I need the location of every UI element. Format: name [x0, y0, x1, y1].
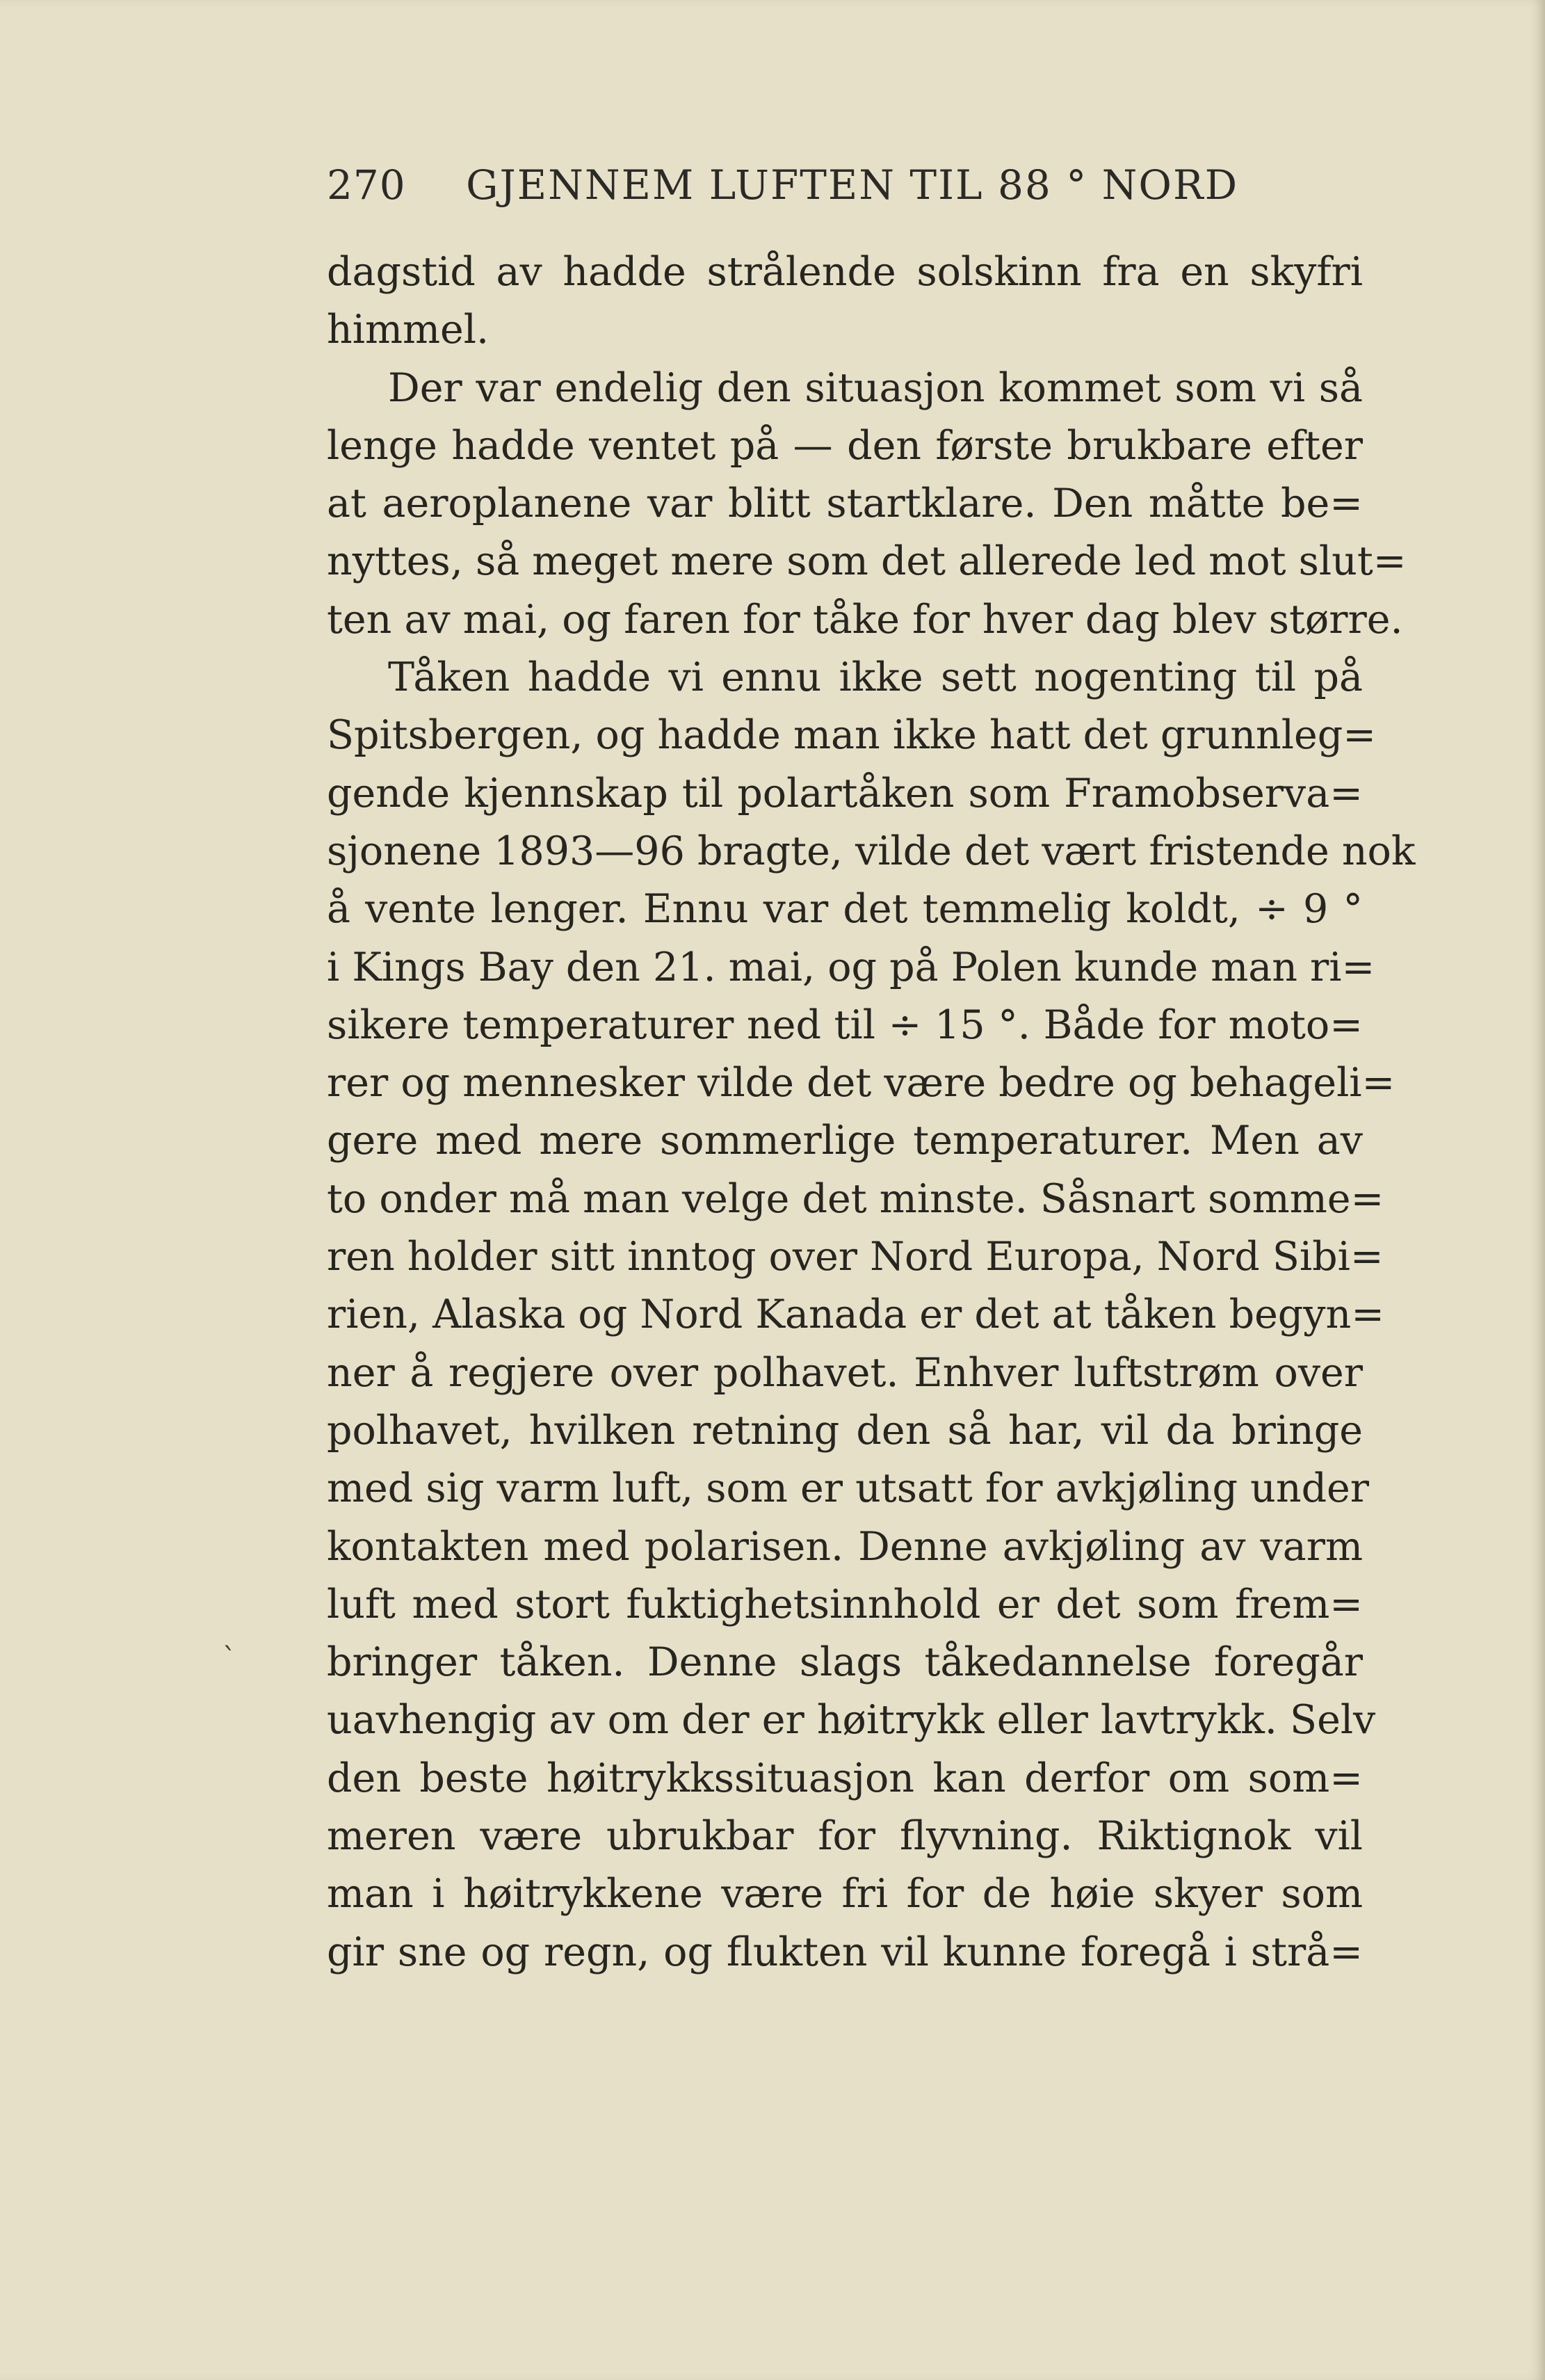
text-line: sikere temperaturer ned til ÷ 15 °. Både for moto=	[327, 1002, 1363, 1048]
text-line: polhavet, hvilken retning den så har, vil da bringe	[327, 1407, 1363, 1454]
text-line: lenge hadde ventet på — den første brukbare efter	[327, 422, 1363, 469]
text-line: Der var endelig den situasjon kommet som vi så	[388, 364, 1363, 411]
text-line: med sig varm luft, som er utsatt for avkjøling under	[327, 1465, 1370, 1512]
text-line: rer og mennesker vilde det være bedre og behageli=	[327, 1060, 1396, 1107]
text-line: man i høitrykkene være fri for de høie skyer som	[327, 1871, 1363, 1917]
text-line: ren holder sitt inntog over Nord Europa, Nord Sibi=	[327, 1234, 1384, 1280]
text-line: luft med stort fuktighetsinnhold er det som frem=	[327, 1581, 1363, 1627]
text-line: å vente lenger. Ennu var det temmelig koldt, ÷ 9 °	[327, 886, 1363, 933]
text-line: ten av mai, og faren for tåke for hver dag blev større.	[327, 596, 1403, 643]
text-line: gere med mere sommerlige temperaturer. Men av	[327, 1118, 1363, 1164]
text-line: nyttes, så meget mere som det allerede led mot slut=	[327, 538, 1407, 585]
text-line: bringer tåken. Denne slags tåkedannelse foregår	[327, 1639, 1363, 1686]
text-line: gende kjennskap til polartåken som Framobserva=	[327, 770, 1363, 817]
margin-mark: ˋ	[223, 1643, 236, 1675]
text-line: dagstid av hadde strålende solskinn fra en skyfri	[327, 249, 1363, 295]
running-title: GJENNEM LUFTEN TIL 88 ° NORD	[466, 161, 1239, 209]
text-line: ner å regjere over polhavet. Enhver luftstrøm over	[327, 1349, 1363, 1396]
page-number: 270	[327, 161, 406, 209]
text-line: meren være ubrukbar for flyvning. Riktignok vil	[327, 1813, 1363, 1860]
text-line: i Kings Bay den 21. mai, og på Polen kunde man ri=	[327, 944, 1375, 990]
text-line: kontakten med polarisen. Denne avkjøling av varm	[327, 1523, 1363, 1570]
text-line: rien, Alaska og Nord Kanada er det at tåken begyn=	[327, 1292, 1384, 1338]
text-line: to onder må man velge det minste. Såsnart somme=	[327, 1175, 1384, 1222]
text-line: uavhengig av om der er høitrykk eller lavtrykk. Selv	[327, 1697, 1376, 1744]
text-line: at aeroplanene var blitt startklare. Den måtte be=	[327, 481, 1363, 527]
text-line: sjonene 1893—96 bragte, vilde det vært fristende nok	[327, 828, 1416, 874]
text-line: gir sne og regn, og flukten vil kunne foregå i strå=	[327, 1929, 1363, 1975]
page-header	[327, 157, 1370, 213]
text-line: Spitsbergen, og hadde man ikke hatt det grunnleg=	[327, 712, 1376, 759]
text-line: Tåken hadde vi ennu ikke sett nogenting til på	[388, 654, 1363, 701]
text-line: himmel.	[327, 307, 490, 353]
body-text	[327, 243, 1416, 1981]
text-line: den beste høitrykkssituasjon kan derfor om som=	[327, 1755, 1363, 1801]
